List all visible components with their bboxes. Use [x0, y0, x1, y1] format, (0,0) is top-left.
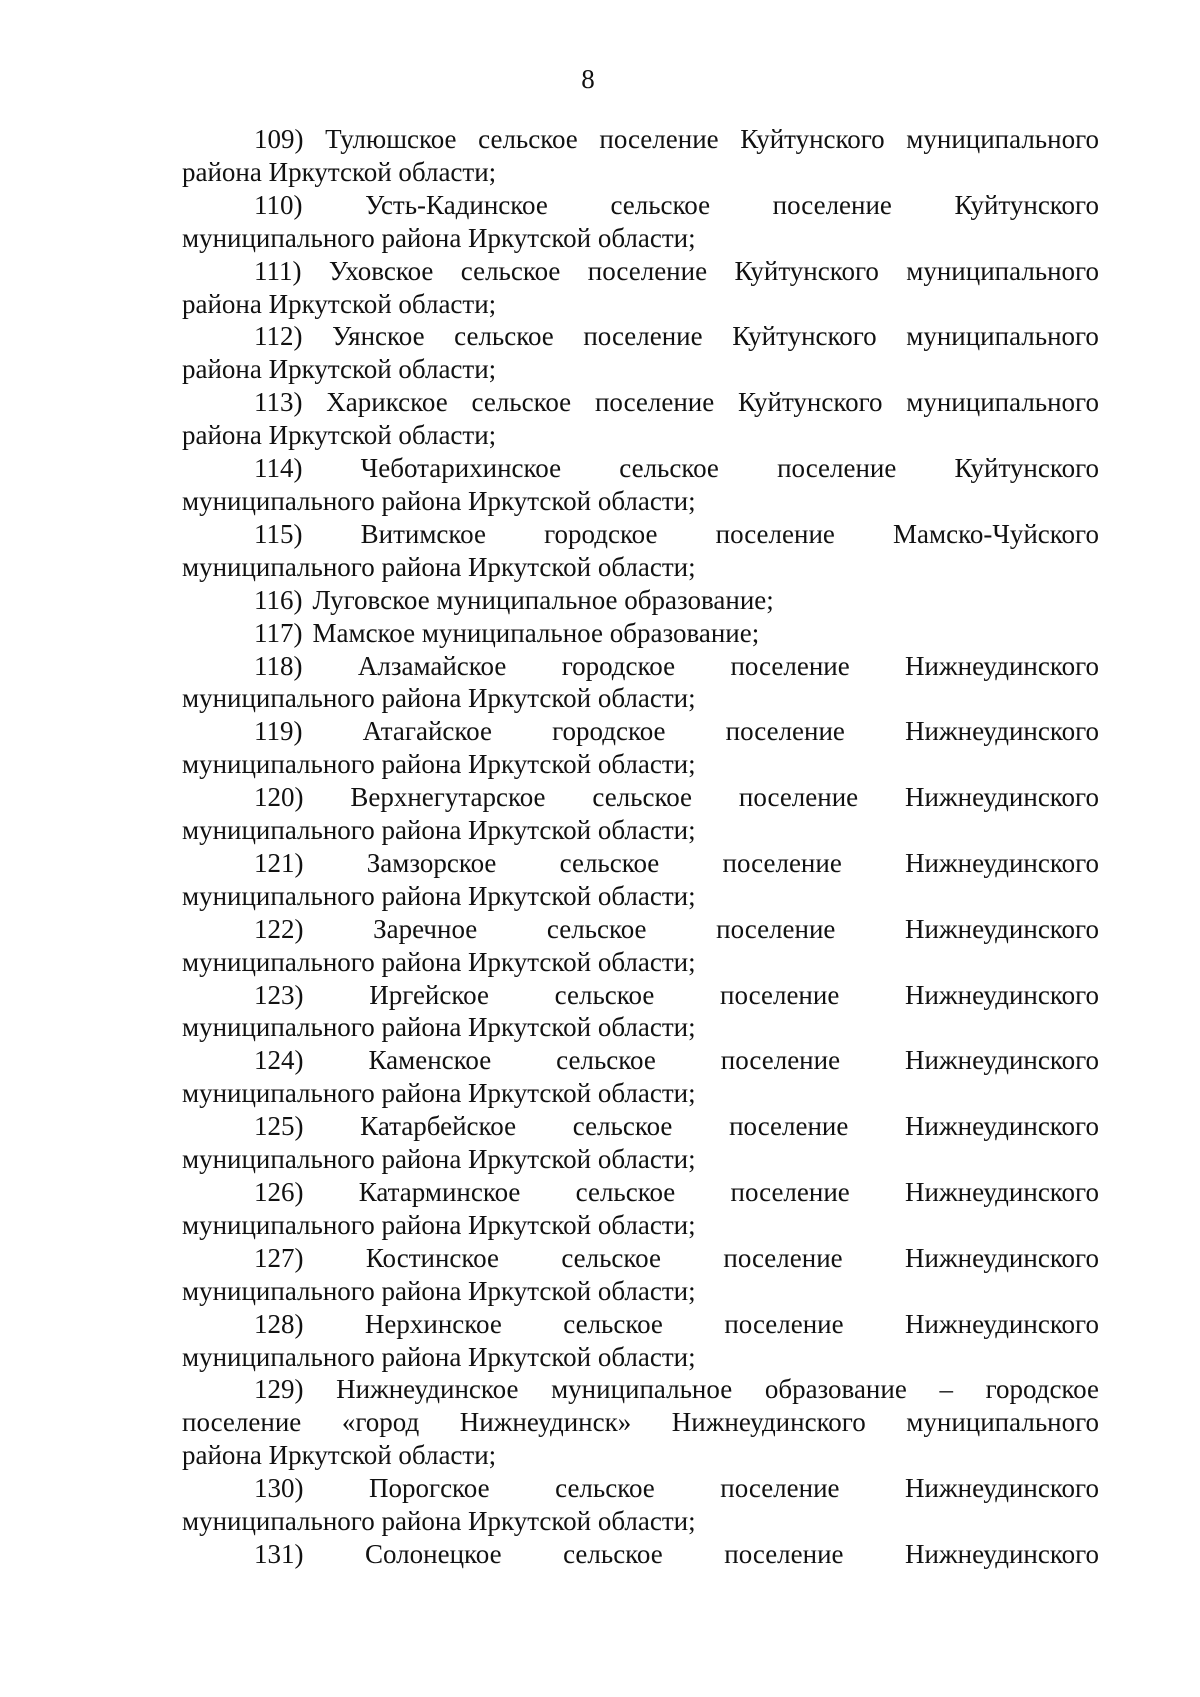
- word: Уянское: [332, 321, 425, 352]
- word: сельское: [546, 913, 647, 944]
- list-item: [182, 847, 1099, 913]
- word: Порогское: [369, 1473, 490, 1504]
- item-number: 121): [254, 847, 304, 878]
- word: муниципальное: [551, 1374, 733, 1405]
- word: городское: [985, 1374, 1099, 1405]
- word: «город: [341, 1407, 420, 1438]
- settlement-list: [182, 123, 1099, 1571]
- list-item-first-line: [182, 781, 1099, 814]
- list-item-continuation-line: [182, 1275, 1099, 1308]
- list-item-first-line: [182, 1373, 1099, 1406]
- word: сельское: [555, 1473, 655, 1504]
- word: сельское: [563, 1538, 663, 1569]
- item-number: 116): [254, 584, 303, 615]
- list-item-first-line: [182, 123, 1099, 156]
- word: Нижнеудинского: [905, 1177, 1099, 1207]
- word: Тулюшское: [325, 124, 457, 154]
- word: Куйтунского: [738, 387, 883, 418]
- word: муниципального района Иркутской области;: [182, 1506, 696, 1537]
- word: муниципального района Иркутской области;: [182, 485, 696, 516]
- list-item-continuation-line: [182, 880, 1099, 913]
- item-number: 115): [254, 518, 303, 549]
- word: Катарминское: [358, 1177, 521, 1207]
- item-number: 117): [254, 617, 303, 648]
- word: сельское: [563, 1308, 663, 1339]
- word: Иргейское: [369, 979, 489, 1010]
- item-number: 113): [254, 387, 303, 418]
- word: поселение: [738, 782, 859, 813]
- list-item: [182, 650, 1099, 716]
- word: Куйтунского: [732, 321, 877, 352]
- list-item: [182, 1110, 1099, 1176]
- word: сельское: [610, 189, 711, 220]
- item-number: 114): [254, 453, 303, 484]
- word: поселение: [583, 321, 703, 352]
- word: Куйтунского: [734, 255, 879, 286]
- word: Усть-Кадинское: [365, 189, 548, 220]
- item-number: 109): [254, 124, 304, 154]
- word: сельское: [559, 847, 660, 878]
- item-number: 119): [254, 716, 303, 747]
- list-item-first-line: [182, 979, 1099, 1012]
- word: муниципального района Иркутской области;: [182, 1275, 696, 1306]
- list-item-continuation-line: [182, 682, 1099, 715]
- word: Нижнеудинского: [905, 1308, 1099, 1339]
- word: Костинское: [365, 1242, 499, 1273]
- word: Нерхинское: [364, 1308, 502, 1339]
- item-number: 120): [254, 782, 304, 813]
- list-item-first-line: [182, 617, 1099, 650]
- list-item-continuation-line: [182, 1011, 1099, 1044]
- word: сельское: [561, 1242, 661, 1273]
- list-item: [182, 255, 1099, 321]
- list-item-first-line: [182, 1044, 1099, 1077]
- word: поселение: [723, 1242, 843, 1273]
- list-item-first-line: [182, 1472, 1099, 1505]
- word: поселение: [587, 255, 708, 286]
- word: поселение: [777, 453, 897, 484]
- word: Нижнеудинского: [671, 1407, 866, 1438]
- word: сельское: [454, 321, 554, 352]
- word: поселение: [594, 387, 715, 418]
- word: района Иркутской области;: [182, 420, 497, 451]
- list-item: [182, 1472, 1099, 1538]
- word: поселение: [729, 1111, 849, 1142]
- word: Нижнеудинского: [905, 782, 1099, 813]
- word: муниципального района Иркутской области;: [182, 880, 696, 911]
- word: муниципального: [906, 387, 1099, 418]
- word: поселение: [182, 1407, 302, 1438]
- word: Нижнеудинского: [905, 716, 1099, 747]
- item-number: 123): [254, 979, 304, 1010]
- word: поселение: [724, 1308, 844, 1339]
- word: поселение: [724, 1538, 844, 1569]
- list-item: [182, 584, 1099, 617]
- list-item: [182, 1242, 1099, 1308]
- word: городское: [561, 650, 676, 681]
- list-item-continuation-line: [182, 1077, 1099, 1110]
- word: Витимское: [360, 518, 486, 549]
- list-item-first-line: [182, 1176, 1099, 1209]
- word: Куйтунского: [954, 453, 1099, 484]
- word: Нижнеудинского: [905, 1538, 1099, 1569]
- word: Нижнеудинского: [905, 1242, 1099, 1273]
- list-item: [182, 386, 1099, 452]
- list-item: [182, 913, 1099, 979]
- word: муниципального района Иркутской области;: [182, 683, 696, 714]
- word: муниципального района Иркутской области;: [182, 815, 696, 846]
- word: поселение: [715, 518, 835, 549]
- list-item-continuation-line: [182, 419, 1099, 452]
- word: сельское: [592, 782, 693, 813]
- page-number: 8: [581, 64, 595, 94]
- word: сельское: [478, 124, 578, 154]
- word: района Иркутской области;: [182, 288, 497, 319]
- list-item: [182, 123, 1099, 189]
- word: поселение: [722, 847, 842, 878]
- word: поселение: [720, 979, 840, 1010]
- list-item-continuation-line: [182, 485, 1099, 518]
- word: Нижнеудинского: [905, 1111, 1099, 1142]
- word: городское: [552, 716, 666, 747]
- list-item-first-line: [182, 1242, 1099, 1275]
- word: Нижнеудинск»: [459, 1407, 632, 1438]
- word: Нижнеудинского: [905, 1473, 1099, 1504]
- item-number: 125): [254, 1111, 304, 1142]
- item-number: 122): [254, 913, 304, 944]
- list-item-continuation-line: [182, 288, 1099, 321]
- word: Нижнеудинского: [905, 650, 1099, 681]
- item-number: 126): [254, 1177, 304, 1207]
- list-item: [182, 1538, 1099, 1571]
- word: поселение: [730, 650, 850, 681]
- word: Луговское муниципальное образование;: [312, 584, 774, 615]
- word: Куйтунского: [954, 189, 1099, 220]
- word: Мамское муниципальное образование;: [312, 617, 760, 648]
- word: муниципального района Иркутской области;: [182, 1144, 696, 1175]
- word: муниципального района Иркутской области;: [182, 1341, 696, 1372]
- list-item-first-line: [182, 1308, 1099, 1341]
- word: Верхнегутарское: [350, 782, 546, 813]
- word: поселение: [772, 189, 892, 220]
- list-item-continuation-line: [182, 1143, 1099, 1176]
- word: поселение: [716, 913, 836, 944]
- list-item-continuation-line: [182, 1406, 1099, 1439]
- list-item-first-line: [182, 584, 1099, 617]
- word: Замзорское: [366, 847, 497, 878]
- word: Атагайское: [362, 716, 492, 747]
- list-item-first-line: [182, 1110, 1099, 1143]
- item-number: 127): [254, 1242, 304, 1273]
- list-item: [182, 189, 1099, 255]
- word: сельское: [572, 1111, 673, 1142]
- word: муниципального: [906, 255, 1099, 286]
- list-item: [182, 518, 1099, 584]
- list-item-continuation-line: [182, 551, 1099, 584]
- word: образование: [764, 1374, 907, 1405]
- word: муниципального района Иркутской области;: [182, 1078, 696, 1109]
- word: муниципального района Иркутской области;: [182, 749, 696, 780]
- word: сельское: [556, 1045, 656, 1076]
- word: Уховское: [328, 255, 434, 286]
- list-item: [182, 1308, 1099, 1374]
- list-item: [182, 320, 1099, 386]
- word: поселение: [730, 1177, 850, 1207]
- item-number: 129): [254, 1374, 304, 1405]
- list-item-continuation-line: [182, 1505, 1099, 1538]
- word: Нижнеудинского: [905, 847, 1099, 878]
- list-item: [182, 1044, 1099, 1110]
- list-item-continuation-line: [182, 353, 1099, 386]
- word: муниципального района Иркутской области;: [182, 946, 696, 977]
- list-item: [182, 452, 1099, 518]
- list-item-first-line: [182, 518, 1099, 551]
- list-item-first-line: [182, 320, 1099, 353]
- word: Заречное: [373, 913, 478, 944]
- word: Нижнеудинское: [336, 1374, 519, 1405]
- list-item-continuation-line: [182, 156, 1099, 189]
- word: Каменское: [368, 1045, 492, 1076]
- list-item-continuation-line: [182, 1209, 1099, 1242]
- word: муниципального района Иркутской области;: [182, 222, 696, 253]
- item-number: 111): [254, 255, 302, 286]
- word: сельское: [619, 453, 719, 484]
- word: района Иркутской области;: [182, 156, 497, 187]
- list-item-first-line: [182, 913, 1099, 946]
- item-number: 118): [254, 650, 303, 681]
- word: Нижнеудинского: [905, 1045, 1099, 1076]
- list-item-first-line: [182, 452, 1099, 485]
- word: Нижнеудинского: [905, 913, 1099, 944]
- item-number: 124): [254, 1045, 304, 1076]
- word: сельское: [471, 387, 572, 418]
- list-item-continuation-line: [182, 1439, 1099, 1472]
- list-item-continuation-line: [182, 946, 1099, 979]
- list-item: [182, 1176, 1099, 1242]
- word: Куйтунского: [740, 124, 885, 154]
- list-item-first-line: [182, 1538, 1099, 1571]
- list-item-first-line: [182, 189, 1099, 222]
- word: района Иркутской области;: [182, 1440, 497, 1471]
- word: сельское: [460, 255, 561, 286]
- word: муниципального: [906, 1407, 1099, 1438]
- word: муниципального района Иркутской области;: [182, 1209, 696, 1240]
- list-item-continuation-line: [182, 1341, 1099, 1374]
- word: поселение: [725, 716, 845, 747]
- list-item: [182, 979, 1099, 1045]
- word: сельское: [575, 1177, 676, 1207]
- word: Харикское: [326, 387, 448, 418]
- item-number: 112): [254, 321, 303, 352]
- word: Мамско-Чуйского: [893, 518, 1099, 549]
- word: муниципального района Иркутской области;: [182, 1012, 696, 1043]
- list-item-first-line: [182, 847, 1099, 880]
- list-item-first-line: [182, 255, 1099, 288]
- list-item: [182, 1373, 1099, 1472]
- word: Алзамайское: [357, 650, 507, 681]
- word: Чеботарихинское: [360, 453, 562, 484]
- list-item-first-line: [182, 386, 1099, 419]
- word: поселение: [599, 124, 719, 154]
- item-number: 131): [254, 1538, 304, 1569]
- word: городское: [544, 518, 658, 549]
- word: Нижнеудинского: [905, 979, 1099, 1010]
- list-item-continuation-line: [182, 748, 1099, 781]
- list-item: [182, 715, 1099, 781]
- item-number: 110): [254, 189, 303, 220]
- word: поселение: [720, 1045, 841, 1076]
- list-item-continuation-line: [182, 222, 1099, 255]
- word: муниципального: [906, 321, 1099, 352]
- word: муниципального: [906, 124, 1099, 154]
- list-item-continuation-line: [182, 814, 1099, 847]
- word: Солонецкое: [365, 1538, 502, 1569]
- list-item-first-line: [182, 650, 1099, 683]
- list-item: [182, 781, 1099, 847]
- word: –: [939, 1374, 953, 1405]
- word: поселение: [720, 1473, 840, 1504]
- item-number: 128): [254, 1308, 304, 1339]
- word: сельское: [554, 979, 655, 1010]
- list-item: [182, 617, 1099, 650]
- word: муниципального района Иркутской области;: [182, 551, 696, 582]
- word: района Иркутской области;: [182, 354, 497, 385]
- word: Катарбейское: [360, 1111, 517, 1142]
- list-item-first-line: [182, 715, 1099, 748]
- item-number: 130): [254, 1473, 304, 1504]
